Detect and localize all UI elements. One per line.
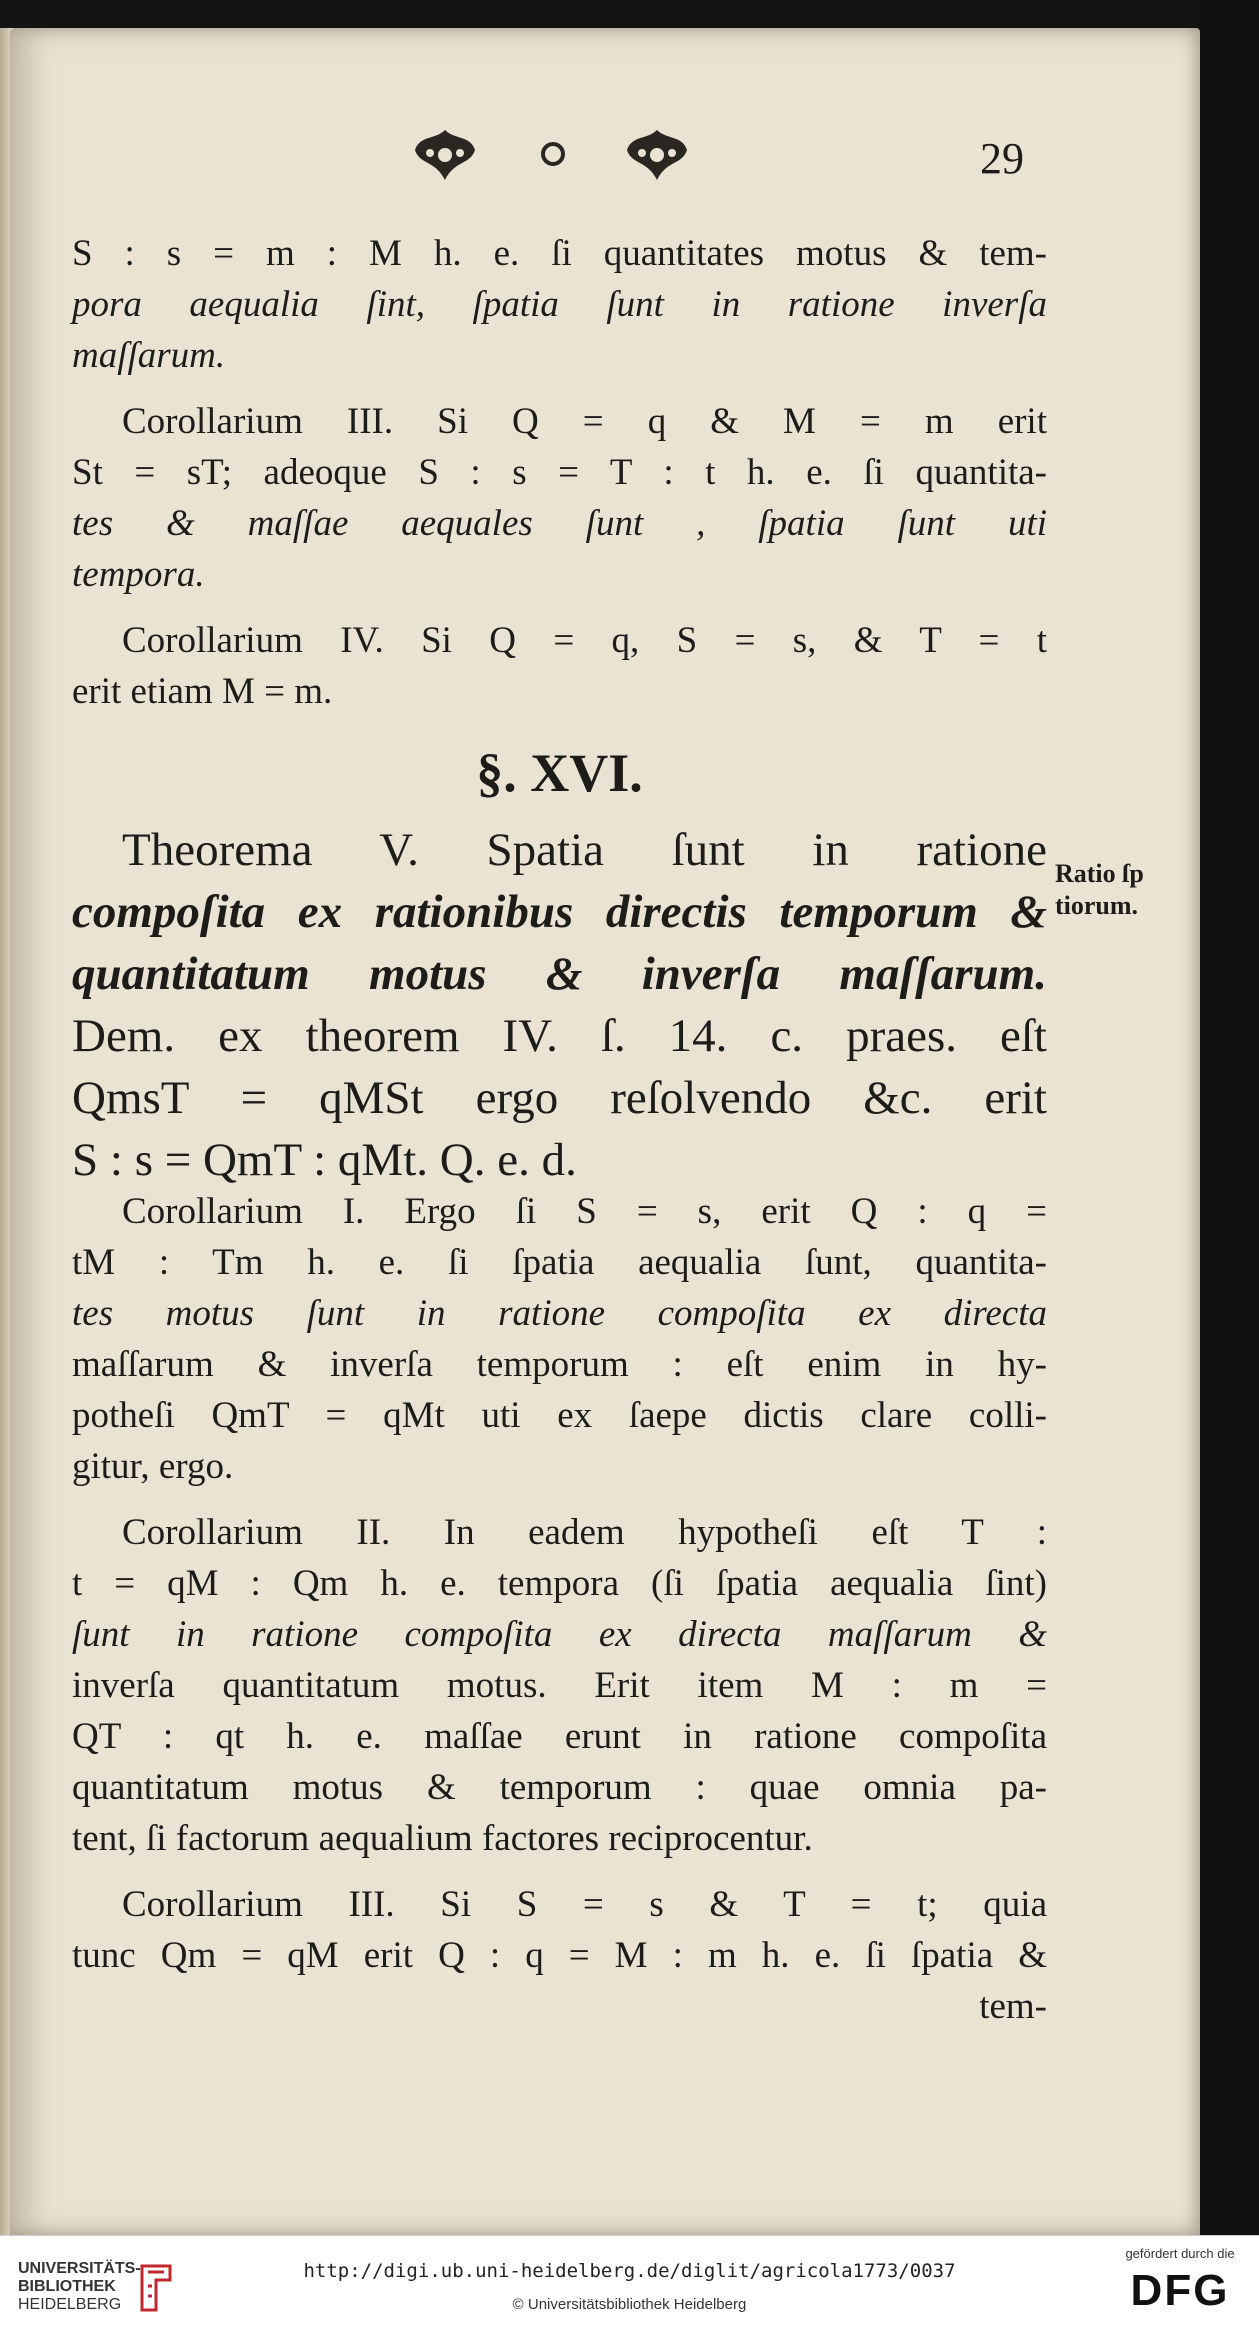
text-line: St = sT; adeoque S : s = T : t h. e. ſi quantita- — [72, 452, 1047, 493]
text-line: tes motus ſunt in ratione compoſita ex directa — [72, 1293, 1047, 1334]
text-line: Corollarium I. Ergo ſi S = s, erit Q : q = — [122, 1191, 1047, 1232]
page-header — [0, 125, 1259, 195]
theorem-line: QmsT = qMSt ergo reſolvendo &c. erit — [72, 1072, 1047, 1124]
circle-ornament-icon — [538, 139, 568, 169]
uni-name-line: BIBLIOTHEK — [18, 2278, 116, 2295]
text-line: Corollarium III. Si Q = q & M = m erit — [122, 401, 1047, 442]
theorem-line: S : s = QmT : qMt. Q. e. d. — [72, 1134, 577, 1186]
permalink-url[interactable]: http://digi.ub.uni-heidelberg.de/diglit/agricola1773/0037 — [303, 2260, 956, 2282]
uni-name-line: UNIVERSITÄTS- — [18, 2260, 141, 2277]
text-line: inverſa quantitatum motus. Erit item M : m = — [72, 1665, 1047, 1706]
text-line: Corollarium III. Si S = s & T = t; quia — [122, 1884, 1047, 1925]
fleuron-ornament-right-icon — [622, 125, 692, 185]
catchword: tem- — [979, 1986, 1047, 2027]
text-line: tent, ſi factorum aequalium factores reciprocentur. — [72, 1818, 813, 1859]
section-heading: §. XVI. — [476, 743, 643, 803]
viewer-footer — [0, 2235, 1259, 2328]
theorem-line: Dem. ex theorem IV. ſ. 14. c. praes. eſt — [72, 1010, 1047, 1062]
text-line: gitur, ergo. — [72, 1446, 234, 1487]
dfg-logo[interactable]: DFG — [1130, 2266, 1230, 2315]
text-line: potheſi QmT = qMt uti ex ſaepe dictis clare colli- — [72, 1395, 1047, 1436]
text-line: tM : Tm h. e. ſi ſpatia aequalia ſunt, quantita- — [72, 1242, 1047, 1283]
page-number: 29 — [980, 134, 1024, 183]
text-line: tunc Qm = qM erit Q : q = M : m h. e. ſi ſpatia & — [72, 1935, 1047, 1976]
copyright-notice: © Universitätsbibliothek Heidelberg — [512, 2296, 747, 2313]
theorem-line: Theorema V. Spatia ſunt in ratione — [122, 824, 1047, 876]
text-line: QT : qt h. e. maſſae erunt in ratione compoſita — [72, 1716, 1047, 1757]
fleuron-ornament-left-icon — [410, 125, 480, 185]
theorem-line: quantitatum motus & inverſa maſſarum. — [72, 948, 1047, 1000]
text-line: maſſarum & inverſa temporum : eſt enim in hy- — [72, 1344, 1047, 1385]
text-line: quantitatum motus & temporum : quae omnia pa- — [72, 1767, 1047, 1808]
text-line: Corollarium II. In eadem hypotheſi eſt T : — [122, 1512, 1047, 1553]
scan-margin — [1200, 0, 1259, 2235]
text-line: S : s = m : M h. e. ſi quantitates motus & tem- — [72, 233, 1047, 274]
text-line: erit etiam M = m. — [72, 671, 333, 712]
marginal-note — [1055, 858, 1144, 922]
uni-name-line: HEIDELBERG — [18, 2296, 122, 2313]
text-line: pora aequalia ſint, ſpatia ſunt in ratione inverſa — [72, 284, 1047, 325]
text-line: maſſarum. — [72, 335, 226, 376]
theorem-line: compoſita ex rationibus directis temporum & — [72, 886, 1047, 938]
text-line: ſunt in ratione compoſita ex directa maſſarum & — [72, 1614, 1047, 1655]
text-line: t = qM : Qm h. e. tempora (ſi ſpatia aequalia ſint) — [72, 1563, 1047, 1604]
text-line: tes & maſſae aequales ſunt , ſpatia ſunt uti — [72, 503, 1047, 544]
funding-notice: gefördert durch die — [1125, 2246, 1235, 2261]
text-line: tempora. — [72, 554, 205, 595]
marginal-note-line: tiorum. — [1055, 891, 1139, 920]
text-line: Corollarium IV. Si Q = q, S = s, & T = t — [122, 620, 1047, 661]
marginal-note-line: Ratio ſp — [1055, 859, 1144, 888]
